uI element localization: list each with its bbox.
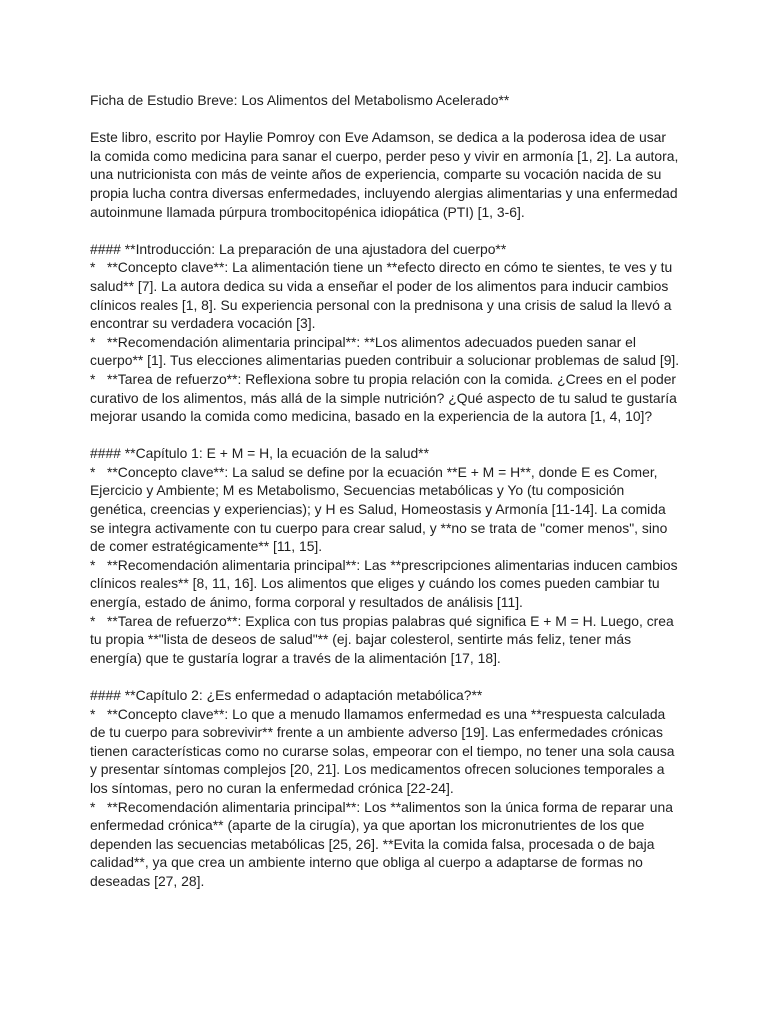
text-line: los síntomas, pero no curan la enfermedad crónica [22-24]. [90, 779, 454, 796]
text-line: energía, estado de ánimo, forma corporal y resultados de análisis [11]. [90, 594, 523, 611]
paragraph-gap [90, 110, 690, 129]
text-line: * **Tarea de refuerzo**: Explica con tus propias palabras qué significa E + M = H. Luego, crea [90, 612, 674, 629]
text-line: * **Concepto clave**: La alimentación tiene un **efecto directo en cómo te sientes, te ves y tu [90, 259, 673, 276]
text-line: curativo de los alimentos, más allá de la simple nutrición? ¿Qué aspecto de tu salud te gustaría [90, 389, 677, 406]
text-line: * **Recomendación alimentaria principal**: Los **alimentos son la única forma de reparar una [90, 798, 673, 815]
section-heading: #### **Capítulo 1: E + M = H, la ecuación de la salud** [90, 445, 429, 462]
section-heading: #### **Capítulo 2: ¿Es enfermedad o adaptación metabólica?** [90, 687, 483, 703]
section-capitulo-1 [90, 444, 690, 667]
text-line: clínicos reales [1, 8]. Su experiencia personal con la prednisona y una crisis de salud la llevó a [90, 296, 672, 313]
section-heading: #### **Introducción: La preparación de una ajustadora del cuerpo** [90, 240, 507, 257]
text-line: clínicos reales** [8, 11, 16]. Los alimentos que eliges y cuándo los comes pueden cambiar tu [90, 575, 660, 592]
section-capitulo-2 [90, 686, 690, 891]
text-line: se integra activamente con tu cuerpo para crear salud, y **no se trata de "comer menos", sino [90, 519, 668, 536]
text-line: enfermedad crónica** (aparte de la cirugía), ya que aportan los micronutrientes de los que [90, 817, 645, 834]
text-line: propia lucha contra diversas enfermedades, incluyendo alergias alimentarias y una enfermedad [90, 184, 678, 201]
text-line: Este libro, escrito por Haylie Pomroy con Eve Adamson, se dedica a la poderosa idea de usar [90, 129, 666, 146]
paragraph-gap [90, 667, 690, 686]
text-line: cuerpo** [1]. Tus elecciones alimentarias pueden contribuir a solucionar problemas de salud [9]. [90, 352, 680, 369]
document-page [90, 91, 690, 891]
text-line: * **Concepto clave**: Lo que a menudo llamamos enfermedad es una **respuesta calculada [90, 705, 666, 722]
intro-paragraph [90, 128, 690, 221]
text-line: * **Recomendación alimentaria principal**: **Los alimentos adecuados pueden sanar el [90, 333, 636, 350]
text-line: encontrar su verdadera vocación [3]. [90, 315, 316, 332]
text-line: calidad**, ya que crea un ambiente interno que obliga al cuerpo a adaptarse de formas no [90, 854, 643, 871]
text-line: de tu cuerpo para sobrevivir** frente a un ambiente adverso [19]. Las enfermedades crónicas [90, 724, 663, 741]
text-line: energía) que te gustaría lograr a través de la alimentación [17, 18]. [90, 649, 501, 666]
text-line: * **Recomendación alimentaria principal**: Las **prescripciones alimentarias inducen cambios [90, 556, 678, 573]
section-introduccion [90, 240, 690, 426]
text-line: una nutricionista con más de veinte años de experiencia, comparte su vocación nacida de su [90, 166, 662, 183]
text-line: y presentar síntomas complejos [20, 21]. Los medicamentos ofrecen soluciones temporales a [90, 761, 665, 778]
text-line: salud** [7]. La autora dedica su vida a enseñar el poder de los alimentos para inducir cambios [90, 277, 669, 294]
paragraph-gap [90, 426, 690, 445]
text-line: * **Concepto clave**: La salud se define por la ecuación **E + M = H**, donde E es Comer, [90, 463, 658, 480]
text-line: tu propia **"lista de deseos de salud"** (ej. bajar colesterol, sentirte más feliz, tener más [90, 631, 632, 648]
text-line: genética, creencias y experiencias); y H es Salud, Homeostasis y Armonía [11-14]. La comida [90, 501, 666, 518]
text-line: dependen las secuencias metabólicas [25, 26]. **Evita la comida falsa, procesada o de baja [90, 835, 655, 852]
text-line: Ejercicio y Ambiente; M es Metabolismo, Secuencias metabólicas y Yo (tu composición [90, 482, 625, 499]
paragraph-gap [90, 221, 690, 240]
text-line: tienen características como no curarse solas, empeorar con el tiempo, no tener una sola causa [90, 742, 675, 759]
text-line: mejorar usando la comida como medicina, basado en la experiencia de la autora [1, 4, 10]? [90, 408, 653, 425]
text-line: de comer estratégicamente** [11, 15]. [90, 538, 323, 555]
text-line: autoinmune llamada púrpura trombocitopénica idiopática (PTI) [1, 3-6]. [90, 203, 525, 220]
text-line: deseadas [27, 28]. [90, 872, 205, 889]
document-title: Ficha de Estudio Breve: Los Alimentos del Metabolismo Acelerado** [90, 92, 510, 108]
text-line: * **Tarea de refuerzo**: Reflexiona sobre tu propia relación con la comida. ¿Crees en el poder [90, 370, 677, 387]
text-line: la comida como medicina para sanar el cuerpo, perder peso y vivir en armonía [1, 2]. La autora, [90, 147, 679, 164]
